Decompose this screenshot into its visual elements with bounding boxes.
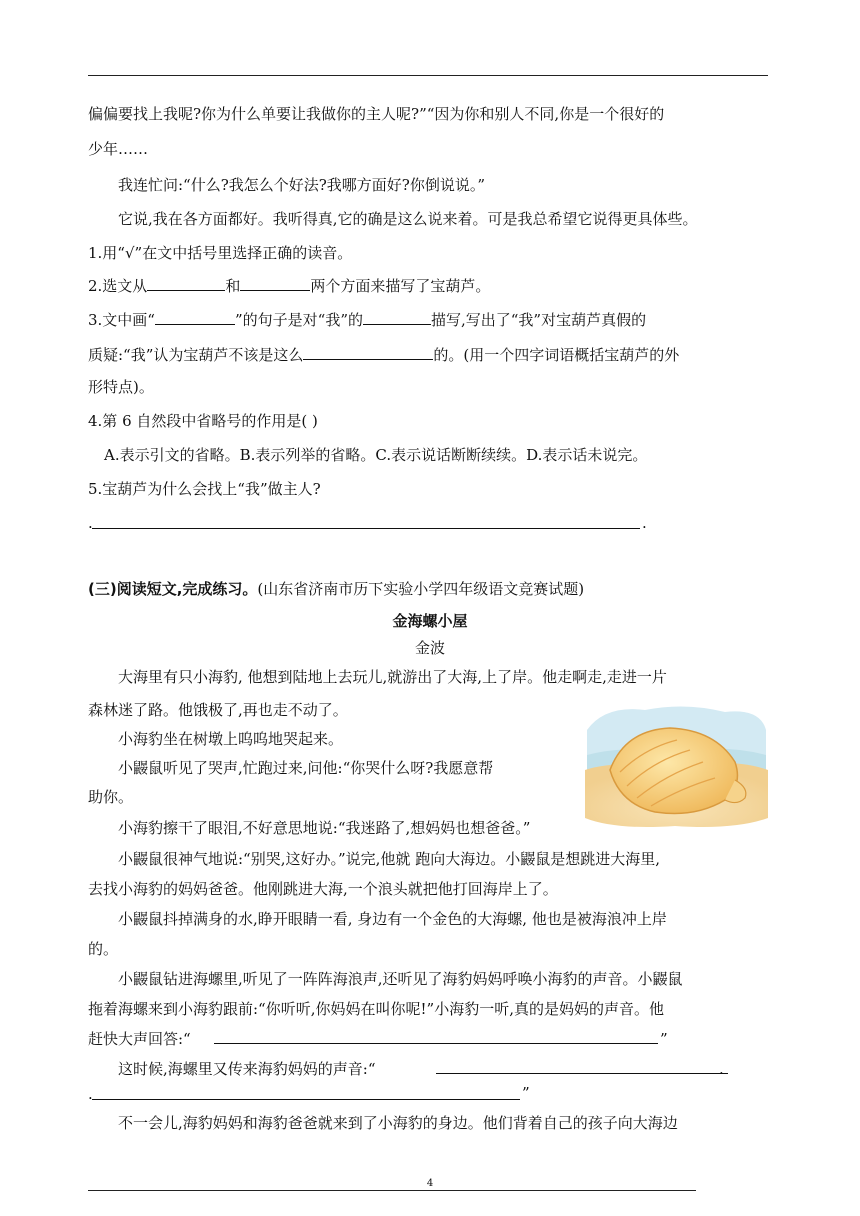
blank-start-dot: . bbox=[88, 514, 93, 532]
blank-start-dot: . bbox=[88, 1085, 93, 1103]
passage-line: 偏偏要找上我呢?你为什么单要让我做你的主人呢?”“因为你和别人不同,你是一个很好的 bbox=[88, 105, 665, 123]
closing-quote: ” bbox=[660, 1030, 668, 1048]
story-paragraph: 小鼹鼠听见了哭声,忙跑过来,问他:“你哭什么呀?我愿意帮 bbox=[118, 759, 494, 777]
question-text: 质疑:“我”认为宝葫芦不该是这么 bbox=[88, 346, 304, 364]
question-text: ”的句子是对“我”的 bbox=[234, 311, 363, 329]
story-paragraph: 小海豹坐在树墩上呜呜地哭起来。 bbox=[118, 730, 344, 748]
question-text: 和 bbox=[225, 277, 241, 295]
story-paragraph: 森林迷了路。他饿极了,再也走不动了。 bbox=[88, 701, 348, 719]
question-text: 两个方面来描写了宝葫芦。 bbox=[310, 277, 491, 295]
passage-paragraph: 我连忙问:“什么?我怎么个好法?我哪方面好?你倒说说。” bbox=[118, 176, 486, 194]
footer-rule bbox=[88, 1190, 696, 1191]
answer-line[interactable] bbox=[92, 1099, 520, 1100]
answer-blank[interactable] bbox=[155, 308, 235, 325]
section-heading bbox=[88, 578, 584, 600]
answer-blank[interactable] bbox=[240, 274, 310, 291]
story-author: 金波 bbox=[414, 639, 445, 657]
blank-end-dot: . bbox=[719, 1060, 724, 1078]
question-1: 1.用“√”在文中括号里选择正确的读音。 bbox=[88, 244, 353, 262]
closing-quote: ” bbox=[522, 1084, 530, 1102]
question-2 bbox=[88, 274, 490, 297]
story-paragraph: 大海里有只小海豹, 他想到陆地上去玩儿,就游出了大海,上了岸。他走啊走,走进一片 bbox=[118, 668, 667, 686]
story-paragraph: 小鼹鼠很神气地说:“别哭,这好办。”说完,他就 跑向大海边。小鼹鼠是想跳进大海里, bbox=[118, 850, 660, 868]
question-4-options: A.表示引文的省略。B.表示列举的省略。C.表示说话断断续续。D.表示话未说完。 bbox=[104, 446, 648, 464]
seashell-icon bbox=[585, 700, 768, 830]
seashell-illustration bbox=[585, 700, 768, 830]
section-title: (三)阅读短文,完成练习。 bbox=[88, 580, 258, 598]
question-4: 4.第 6 自然段中省略号的作用是( ) bbox=[88, 412, 318, 430]
story-title: 金海螺小屋 bbox=[392, 612, 468, 630]
answer-blank[interactable] bbox=[147, 274, 225, 291]
passage-line: 少年…… bbox=[88, 140, 149, 158]
story-paragraph: 去找小海豹的妈妈爸爸。他刚跳进大海,一个浪头就把他打回海岸上了。 bbox=[88, 880, 558, 898]
answer-blank[interactable] bbox=[363, 308, 431, 325]
question-text: 描写,写出了“我”对宝葫芦真假的 bbox=[431, 311, 647, 329]
passage-paragraph: 它说,我在各方面都好。我听得真,它的确是这么说来着。可是我总希望它说得更具体些。 bbox=[118, 210, 698, 228]
page-number: 4 bbox=[426, 1178, 434, 1189]
question-3-cont bbox=[88, 343, 679, 366]
header-rule bbox=[88, 75, 768, 76]
section-source: (山东省济南市历下实验小学四年级语文竞赛试题) bbox=[257, 580, 585, 598]
story-paragraph: 小海豹擦干了眼泪,不好意思地说:“我迷路了,想妈妈也想爸爸。” bbox=[118, 819, 531, 837]
story-paragraph: 这时候,海螺里又传来海豹妈妈的声音:“ bbox=[118, 1060, 376, 1078]
question-3 bbox=[88, 308, 646, 331]
question-text: 3.文中画“ bbox=[88, 311, 155, 329]
story-paragraph: 赶快大声回答:“ bbox=[88, 1030, 191, 1048]
blank-end-dot: . bbox=[642, 514, 647, 532]
answer-line[interactable] bbox=[92, 528, 640, 529]
story-paragraph: 不一会儿,海豹妈妈和海豹爸爸就来到了小海豹的身边。他们背着自己的孩子向大海边 bbox=[118, 1114, 678, 1132]
story-paragraph: 小鼹鼠钻进海螺里,听见了一阵阵海浪声,还听见了海豹妈妈呼唤小海豹的声音。小鼹鼠 bbox=[118, 970, 683, 988]
answer-line[interactable] bbox=[436, 1073, 728, 1074]
answer-blank[interactable] bbox=[303, 343, 433, 360]
story-paragraph: 助你。 bbox=[88, 788, 134, 806]
question-5: 5.宝葫芦为什么会找上“我”做主人? bbox=[88, 480, 321, 498]
question-text: 的。(用一个四字词语概括宝葫芦的外 bbox=[433, 346, 680, 364]
question-3-cont: 形特点)。 bbox=[88, 378, 154, 396]
question-text: 2.选文从 bbox=[88, 277, 148, 295]
story-paragraph: 的。 bbox=[88, 940, 119, 958]
story-paragraph: 拖着海螺来到小海豹跟前:“你听听,你妈妈在叫你呢!”小海豹一听,真的是妈妈的声音。他 bbox=[88, 1000, 664, 1018]
story-paragraph: 小鼹鼠抖掉满身的水,睁开眼睛一看, 身边有一个金色的大海螺, 他也是被海浪冲上岸 bbox=[118, 910, 667, 928]
answer-line[interactable] bbox=[214, 1043, 658, 1044]
